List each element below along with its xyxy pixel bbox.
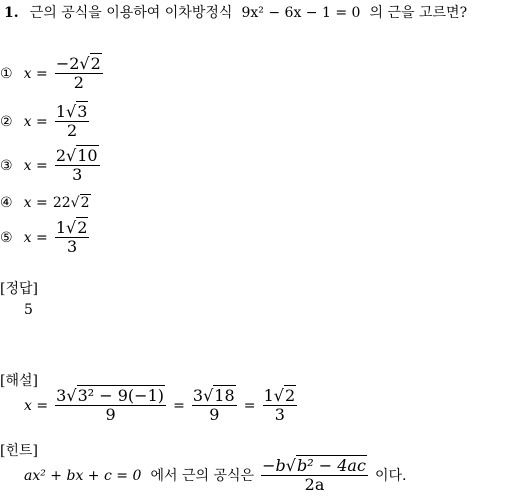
option-lhs: x = — [23, 158, 48, 174]
explanation-fraction-3: $\frac{1√2}{3}$ — [263, 386, 296, 424]
equals-sign: = — [173, 398, 185, 414]
option-fraction: $\frac{1√3}{2}$ — [55, 102, 88, 140]
question-equation: 9x² − 6x − 1 = 0 — [241, 5, 361, 21]
option-lhs: x = — [23, 195, 48, 211]
option-marker: ② — [0, 114, 13, 130]
explanation-formula — [24, 388, 299, 423]
option-marker: ③ — [0, 158, 13, 174]
option-2[interactable] — [0, 104, 91, 139]
explanation-label: [해설] — [0, 373, 38, 389]
option-marker: ④ — [0, 195, 13, 211]
answer-value: 5 — [24, 302, 33, 318]
option-5[interactable] — [0, 220, 91, 255]
option-3[interactable] — [0, 148, 102, 183]
option-lhs: x = — [23, 114, 48, 130]
question — [4, 2, 467, 22]
hint-label: [힌트] — [0, 443, 38, 459]
hint-equation: ax² + bx + c = 0 — [24, 468, 142, 484]
option-marker: ⑤ — [0, 230, 13, 246]
explanation-fraction-1: $\frac{\text{3√3² − 9(−1)}}{9}$ — [56, 386, 164, 424]
equals-sign: = — [243, 398, 256, 414]
explanation-fraction-2: $\frac{3√18}{9}$ — [192, 386, 235, 424]
option-marker: ① — [0, 66, 13, 82]
answer-label: [정답] — [0, 281, 38, 297]
option-value: 22√2 — [52, 195, 90, 211]
option-lhs: x = — [23, 66, 48, 82]
option-1[interactable] — [0, 56, 105, 91]
question-text-after: 의 근을 고르면? — [369, 5, 468, 21]
hint-formula: $\frac{\text{−b√b² − 4ac}}{2a}$ — [262, 456, 366, 494]
option-fraction: $\frac{-2√2}{2}$ — [55, 54, 101, 92]
explanation-lhs: x = — [24, 398, 49, 414]
option-fraction: $\frac{1√2}{3}$ — [55, 218, 88, 256]
hint-text-end: 이다. — [375, 468, 407, 484]
hint-line — [24, 458, 407, 493]
question-number: 1. — [4, 5, 19, 21]
option-lhs: x = — [23, 230, 48, 246]
question-text-before: 근의 공식을 이용하여 이차방정식 — [29, 5, 233, 21]
option-fraction: $\frac{2√10}{3}$ — [55, 146, 98, 184]
option-4[interactable] — [0, 192, 91, 211]
hint-text-mid: 에서 근의 공식은 — [150, 468, 255, 484]
